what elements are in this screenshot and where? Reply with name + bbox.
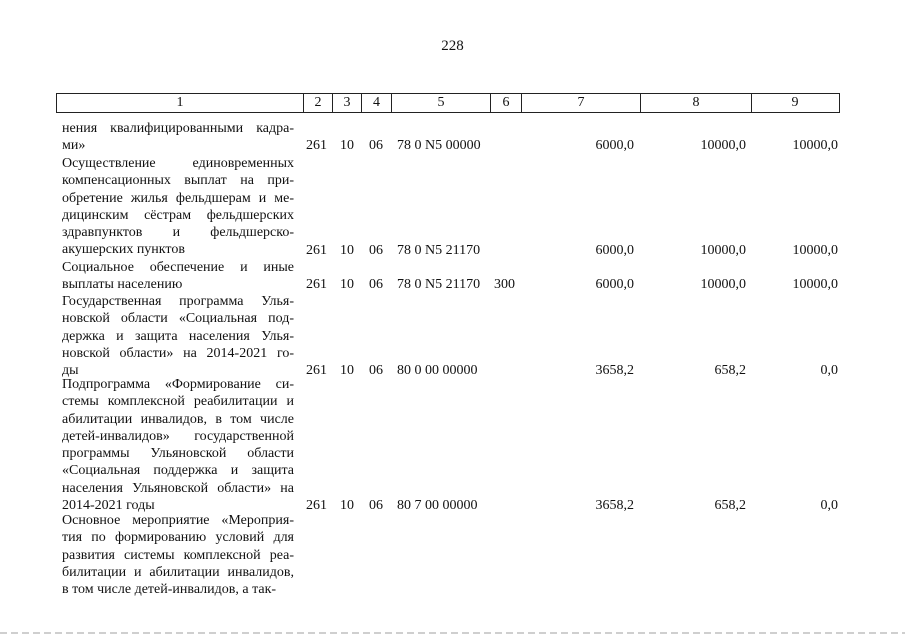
column-number-7: 7: [577, 95, 585, 110]
description-line: акушерских пунктов: [62, 242, 185, 258]
description-line: Социальное обеспечение и иные: [62, 260, 294, 275]
amount-cell-col8: 10000,0: [700, 242, 746, 258]
budget-code-cell: 261: [306, 138, 327, 154]
description-line: «Социальная поддержка и защита: [62, 463, 294, 479]
amount-cell-col7: 6000,0: [595, 138, 634, 154]
description-line: нения квалифицированными кадра-: [62, 121, 294, 136]
description-line: обретение жилья фельдшерам и ме-: [62, 190, 294, 206]
description-line: новской области «Социальная под-: [62, 311, 294, 327]
target-item-cell: 80 7 00 00000: [397, 498, 478, 514]
description-line: компенсационных выплат на при-: [62, 173, 294, 189]
amount-cell-col8: 658,2: [714, 498, 746, 514]
description-line: ды: [62, 363, 79, 379]
row-description: [62, 293, 294, 379]
description-line: населения Ульяновской области» на: [62, 480, 294, 496]
description-line: билитации и абилитации инвалидов,: [62, 564, 294, 580]
section-cell: 10: [340, 498, 354, 514]
description-line: новской области» на 2014-2021 го-: [62, 345, 294, 361]
column-number-8: 8: [692, 95, 700, 110]
description-line: в том числе детей-инвалидов, а так-: [62, 582, 277, 598]
amount-cell-col7: 3658,2: [595, 498, 634, 514]
column-number-3: 3: [343, 95, 351, 110]
amount-cell-col7: 6000,0: [595, 242, 634, 258]
target-item-cell: 78 0 N5 21170: [397, 242, 481, 258]
description-line: Осуществление единовременных: [62, 156, 294, 171]
description-line: абилитации инвалидов, в том числе: [62, 411, 294, 427]
amount-cell-col9: 0,0: [820, 498, 838, 514]
description-line: стемы комплексной реабилитации и: [62, 394, 294, 410]
description-line: детей-инвалидов» государственной: [62, 428, 294, 444]
amount-cell-col8: 658,2: [714, 363, 746, 379]
column-number-9: 9: [791, 95, 799, 110]
description-line: развития системы комплексной реа-: [62, 547, 294, 563]
section-cell: 10: [340, 242, 354, 258]
section-cell: 10: [340, 363, 354, 379]
budget-code-cell: 261: [306, 363, 327, 379]
table-column-header: [56, 93, 840, 113]
description-line: 2014-2021 годы: [62, 498, 155, 514]
subsection-cell: 06: [369, 363, 383, 379]
amount-cell-col8: 10000,0: [700, 277, 746, 293]
amount-cell-col7: 3658,2: [595, 363, 634, 379]
column-number-4: 4: [373, 95, 380, 110]
description-line: Основное мероприятие «Мероприя-: [62, 513, 294, 528]
column-number-2: 2: [314, 95, 322, 110]
description-line: дицинским сёстрам фельдшерских: [62, 207, 294, 223]
budget-code-cell: 261: [306, 242, 327, 258]
amount-cell-col9: 0,0: [820, 363, 838, 379]
amount-cell-col7: 6000,0: [595, 277, 634, 293]
column-number-6: 6: [502, 95, 510, 110]
subsection-cell: 06: [369, 138, 383, 154]
section-cell: 10: [340, 277, 354, 293]
row-description: [62, 512, 294, 598]
amount-cell-col9: 10000,0: [792, 242, 838, 258]
description-line: выплаты населению: [62, 277, 183, 293]
row-description: [62, 259, 294, 294]
budget-code-cell: 261: [306, 277, 327, 293]
column-number-5: 5: [437, 95, 445, 110]
description-line: держка и защита населения Улья-: [62, 328, 294, 344]
subsection-cell: 06: [369, 498, 383, 514]
subsection-cell: 06: [369, 242, 383, 258]
target-item-cell: 78 0 N5 00000: [397, 138, 481, 154]
section-cell: 10: [340, 138, 354, 154]
page-number: 228: [441, 38, 464, 54]
description-line: здравпунктов и фельдшерско-: [62, 225, 294, 241]
description-line: тия по формированию условий для: [62, 530, 294, 546]
amount-cell-col9: 10000,0: [792, 277, 838, 293]
column-number-1: 1: [176, 95, 184, 110]
subsection-cell: 06: [369, 277, 383, 293]
expense-type-cell: 300: [494, 277, 515, 293]
description-line: Подпрограмма «Формирование си-: [62, 377, 294, 392]
row-description: [62, 120, 294, 155]
scan-edge-artifact: [0, 632, 905, 634]
row-description: [62, 155, 294, 259]
target-item-cell: 78 0 N5 21170: [397, 277, 481, 293]
description-line: программы Ульяновской области: [62, 446, 294, 462]
description-line: ми»: [62, 138, 86, 154]
amount-cell-col9: 10000,0: [792, 138, 838, 154]
description-line: Государственная программа Улья-: [62, 294, 294, 309]
row-description: [62, 376, 294, 514]
budget-code-cell: 261: [306, 498, 327, 514]
target-item-cell: 80 0 00 00000: [397, 363, 478, 379]
amount-cell-col8: 10000,0: [700, 138, 746, 154]
